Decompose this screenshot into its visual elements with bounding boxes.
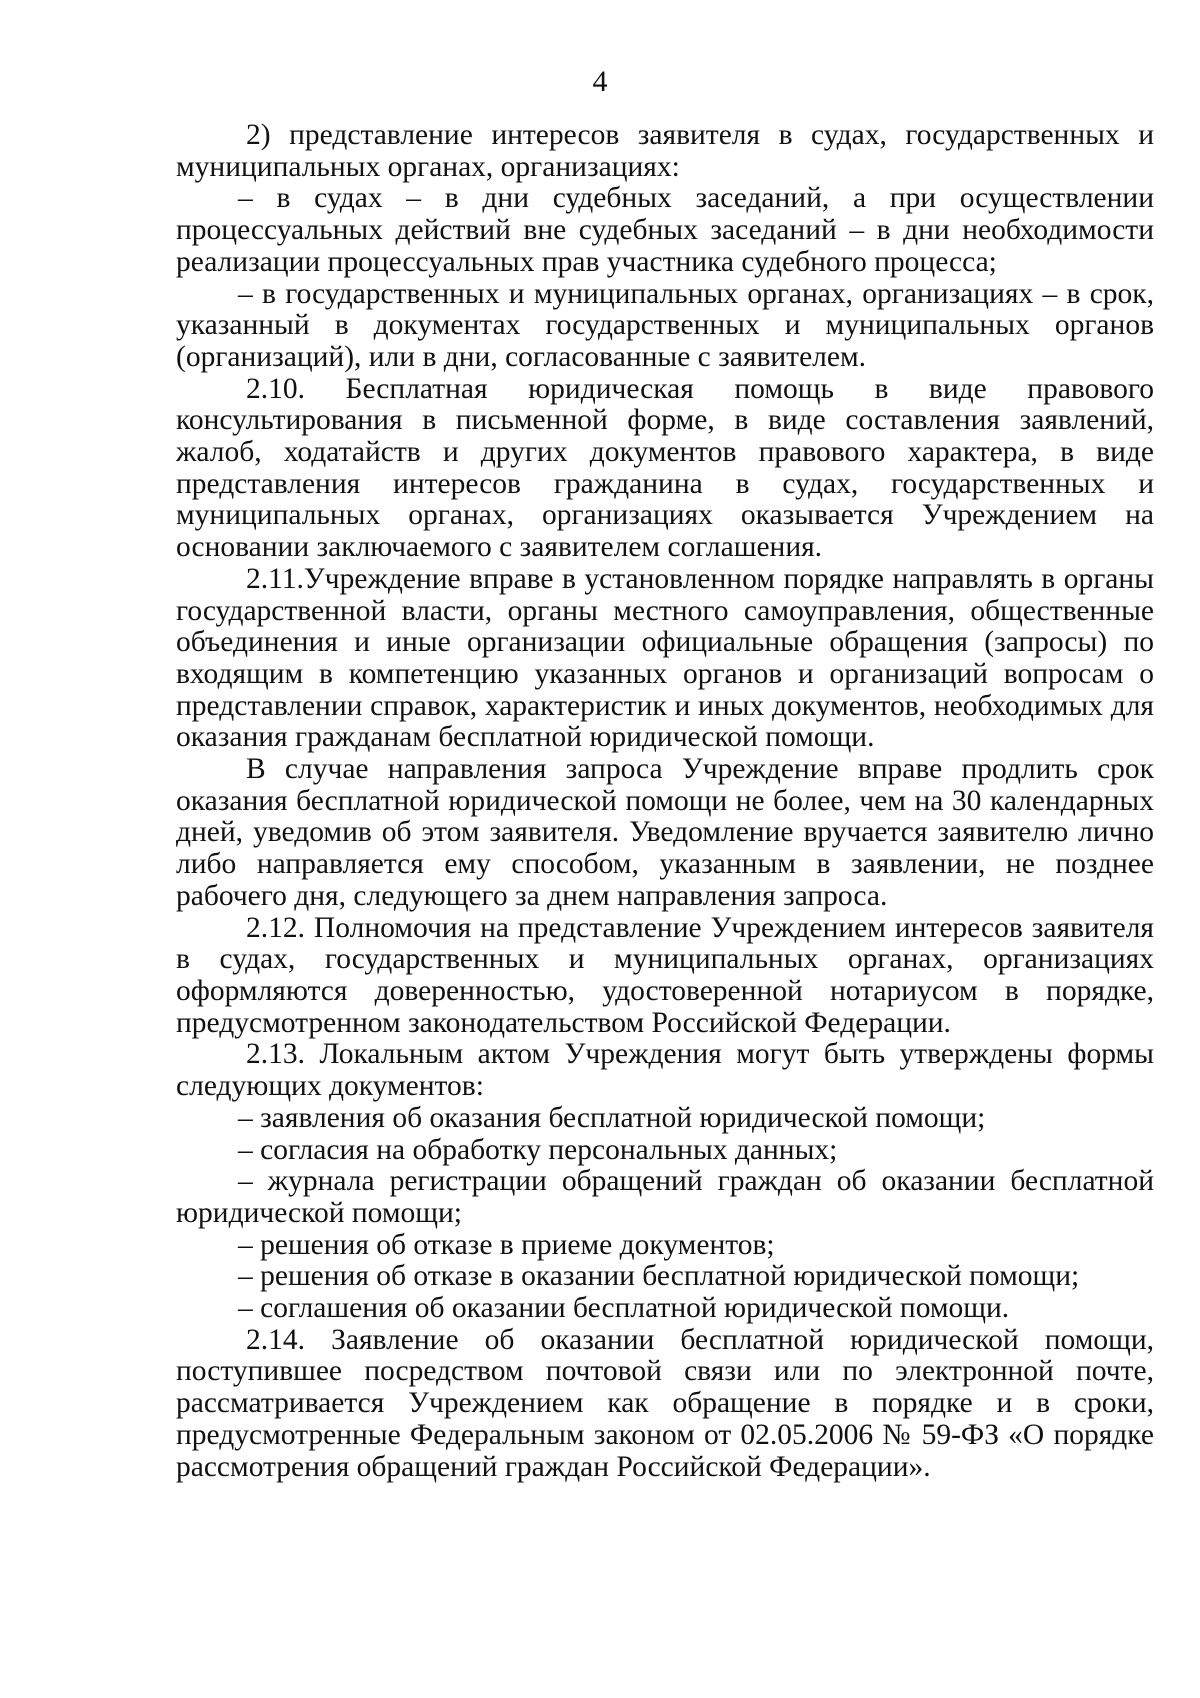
paragraph-courts-dash: – в судах – в дни судебных заседаний, а при осуществлении процессуальных действий вне судебных заседаний – в дни необходимости реализации процессуальных прав участника судебного процесса; [176,182,1154,278]
paragraph-request-extension: В случае направления запроса Учреждение вправе продлить срок оказания бесплатной юридической помощи не более, чем на 30 календарных дней, уведомив об этом заявителя. Уведомление вручается заявителю лично либо направляется ему способом, указанным в заявлении, не позднее рабочего дня, следующего за днем направления запроса. [176,753,1154,912]
page-number: 4 [592,65,608,98]
paragraph-organs-dash: – в государственных и муниципальных органах, организациях – в срок, указанный в документах государственных и муниципальных органов (организаций), или в дни, согласованные с заявителем. [176,277,1154,373]
list-item-registration-journal: – журнала регистрации обращений граждан об оказании бесплатной юридической помощи; [176,1165,1154,1229]
document-body [176,120,1154,1483]
paragraph-2-12: 2.12. Полномочия на представление Учреждением интересов заявителя в судах, государственных и муниципальных органах, организациях оформляются доверенностью, удостоверенной нотариусом в порядке, предусмотренном законодательством Российской Федерации. [176,911,1154,1039]
paragraph-2-14: 2.14. Заявление об оказании бесплатной юридической помощи, поступившее посредством почтовой связи или по электронной почте, рассматривается Учреждением как обращение в порядке и в сроки, предусмотренные Федеральным законом от 02.05.2006 № 59-ФЗ «О порядке рассмотрения обращений граждан Российской Федерации». [176,1323,1154,1483]
list-item-consent-form: – согласия на обработку персональных данных; [238,1133,838,1166]
paragraph-2-11: 2.11.Учреждение вправе в установленном порядке направлять в органы государственной власти, органы местного самоуправления, общественные объединения и иные организации официальные обращения (запросы) по входящим в компетенцию указанных органов и организаций вопросам о представлении справок, характеристик и иных документов, необходимых для оказания гражданам бесплатной юридической помощи. [176,562,1154,754]
list-item-application-form: – заявления об оказания бесплатной юридической помощи; [238,1101,986,1134]
list-item-refusal-documents: – решения об отказе в приеме документов; [238,1228,775,1261]
paragraph-2-13: 2.13. Локальным актом Учреждения могут быть утверждены формы следующих документов: [176,1038,1154,1103]
list-item-agreement: – соглашения об оказании бесплатной юридической помощи. [238,1292,1010,1325]
paragraph-item-2-representation: 2) представление интересов заявителя в судах, государственных и муниципальных органах, организациях: [176,119,1154,183]
paragraph-2-10: 2.10. Бесплатная юридическая помощь в виде правового консультирования в письменной форме, в виде составления заявлений, жалоб, ходатайств и других документов правового характера, в виде представления интересов гражданина в судах, государственных и муниципальных органах, организациях оказывается Учреждением на основании заключаемого с заявителем соглашения. [176,372,1154,564]
list-item-refusal-assistance: – решения об отказе в оказании бесплатной юридической помощи; [238,1260,1080,1293]
